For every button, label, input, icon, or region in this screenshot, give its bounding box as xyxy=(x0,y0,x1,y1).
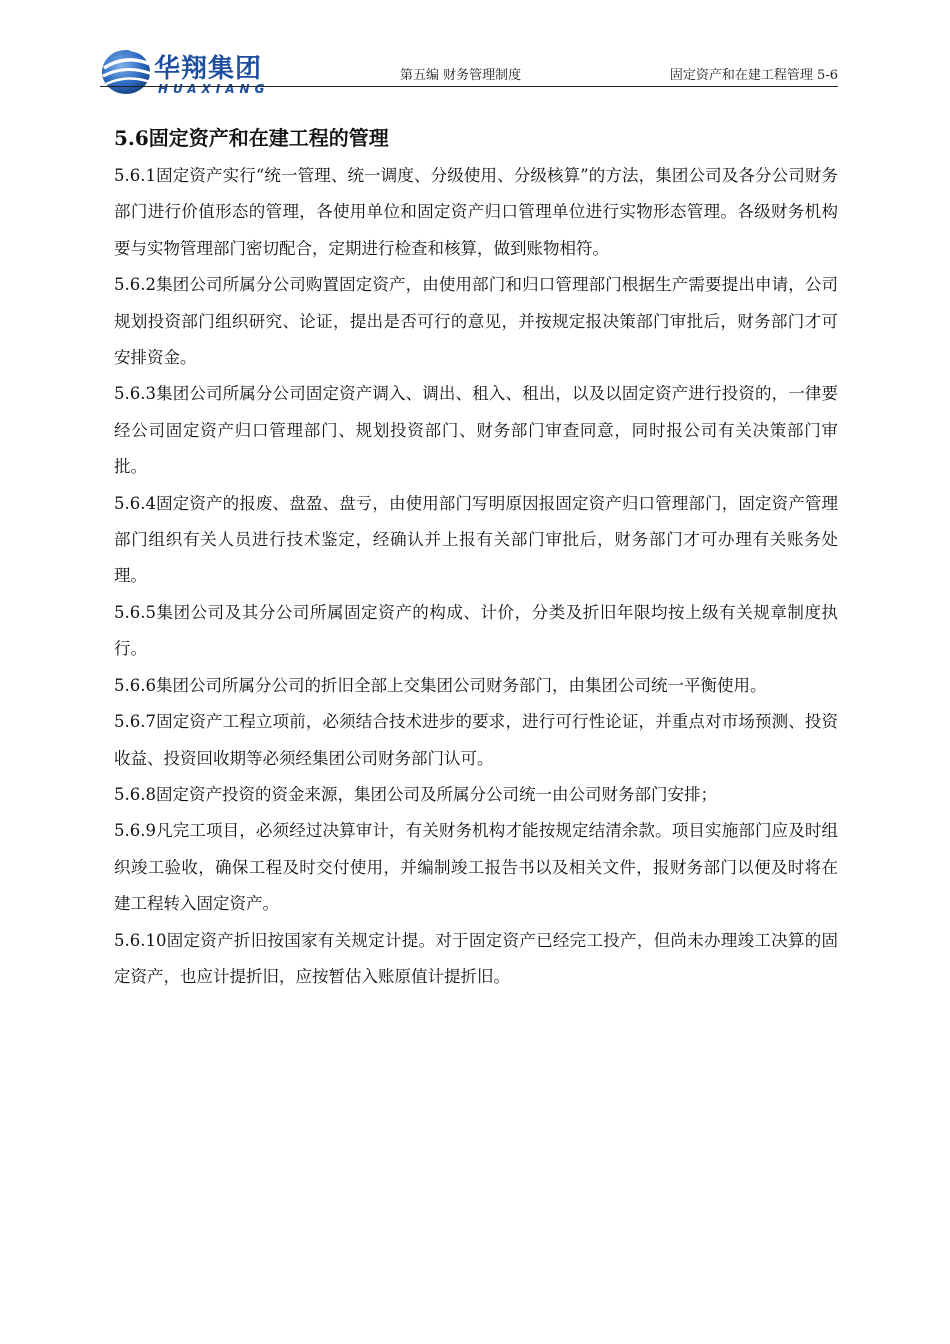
paragraph-5-6-5: 5.6.5集团公司及其分公司所属固定资产的构成、计价，分类及折旧年限均按上级有关规章制度执行。 xyxy=(114,602,838,659)
paragraph-5-6-10: 5.6.10固定资产折旧按国家有关规定计提。对于固定资产已经完工投产，但尚未办理竣工决算的固定资产，也应计提折旧，应按暂估入账原值计提折旧。 xyxy=(114,930,838,986)
page-header xyxy=(100,36,838,100)
paragraph-5-6-3: 5.6.3集团公司所属分公司固定资产调入、调出、租入、租出，以及以固定资产进行投资的，一律要经公司固定资产归口管理部门、规划投资部门、财务部门审查同意，同时报公司有关决策部门审批。 xyxy=(114,384,838,477)
paragraph-5-6-1: 5.6.1固定资产实行“统一管理、统一调度、分级使用、分级核算”的方法，集团公司及各分公司财务部门进行价值形态的管理，各使用单位和固定资产归口管理单位进行实物形态管理。各级财务机构要与实物管理部门密切配合，定期进行检查和核算，做到账物相符。 xyxy=(114,166,838,258)
paragraph-5-6-6: 5.6.6集团公司所属分公司的折旧全部上交集团公司财务部门，由集团公司统一平衡使用。 xyxy=(114,675,767,695)
paragraph-5-6-8: 5.6.8固定资产投资的资金来源，集团公司及所属分公司统一由公司财务部门安排； xyxy=(114,784,717,804)
paragraph-5-6-2: 5.6.2集团公司所属分公司购置固定资产，由使用部门和归口管理部门根据生产需要提出申请，公司规划投资部门组织研究、论证，提出是否可行的意见，并按规定报决策部门审批后，财务部门才可安排资金。 xyxy=(114,275,838,368)
logo-chinese-name: 华翔集团 xyxy=(154,54,263,84)
paragraph-5-6-7: 5.6.7固定资产工程立项前，必须结合技术进步的要求，进行可行性论证，并重点对市场预测、投资收益、投资回收期等必须经集团公司财务部门认可。 xyxy=(114,712,838,768)
section-heading: 5.6固定资产和在建工程的管理 xyxy=(114,126,389,150)
header-divider xyxy=(100,86,838,87)
section-reference: 固定资产和在建工程管理 5-6 xyxy=(669,68,838,83)
paragraph-5-6-9: 5.6.9凡完工项目，必须经过决算审计，有关财务机构才能按规定结清余款。项目实施部门应及时组织竣工验收，确保工程及时交付使用，并编制竣工报告书以及相关文件，报财务部门以便及时将在建工程转入固定资产。 xyxy=(114,821,838,914)
paragraph-5-6-4: 5.6.4固定资产的报废、盘盈、盘亏，由使用部门写明原因报固定资产归口管理部门，固定资产管理部门组织有关人员进行技术鉴定，经确认并上报有关部门审批后，财务部门才可办理有关账务处理。 xyxy=(114,493,838,586)
company-logo xyxy=(100,44,290,100)
logo-english-name: HUAXIANG xyxy=(158,82,270,96)
chapter-title: 第五编 财务管理制度 xyxy=(400,68,522,83)
section-body xyxy=(114,158,838,995)
globe-logo-icon xyxy=(100,44,156,100)
